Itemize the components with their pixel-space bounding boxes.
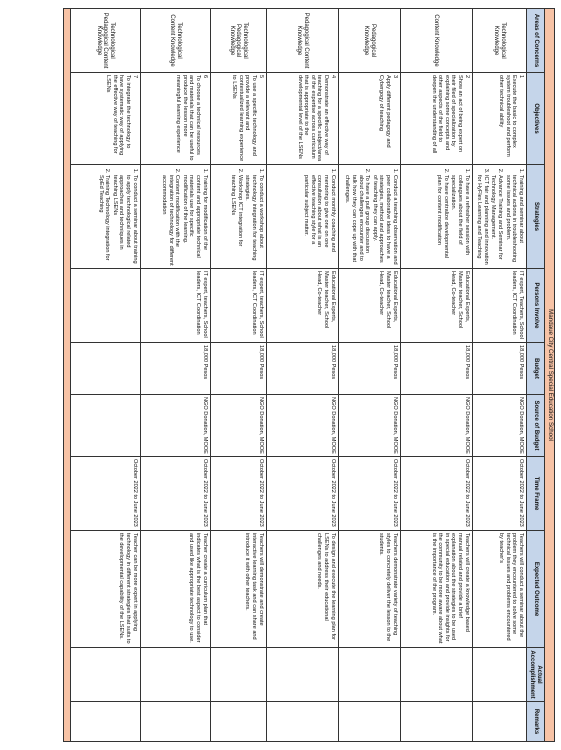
remarks-cell (400, 702, 472, 742)
strategies-list (344, 167, 398, 266)
objective-cell (266, 73, 338, 165)
header-persons: Persons Involve (526, 269, 544, 343)
budget-cell: 18,000 Pesos (472, 343, 526, 395)
objective-text: Execute the basic to complex system troubleshoot and perform other technical ability (498, 75, 518, 157)
column-header-row (526, 9, 544, 742)
objective-cell (210, 73, 266, 165)
objective-cell (70, 73, 140, 165)
strategy-item: 1. Conduct monthly coaching and mentoring to give one on one consultation about what is an effective teaching style for a particular subject matter. (303, 175, 336, 266)
outcome-cell: Teacher create a curriculum plan that indicates what is the best aspect to consider and used like appropriate technology to use. (140, 531, 210, 648)
persons-cell: Educational Experts, Master teacher, School Head, Co-teacher (400, 269, 472, 343)
strategies-cell (70, 165, 140, 269)
strategies-list (436, 167, 470, 266)
objective-number: 7 (131, 75, 138, 79)
strategy-item: 1. Training and seminar about technical actions in troubleshooting some issues and problem. (504, 175, 524, 266)
outcome-cell: Teachers will conduct a seminar about the problem they encountered to solve some technical issues and problems encountered by teacher's (472, 531, 526, 648)
strategy-item: 1. To conduct a workshop about technology integration for teaching strategies. (244, 175, 264, 266)
remarks-cell (472, 702, 526, 742)
objective-text: To integrate the technology to have systematic way of applying the effective way of teaching for LSENs (105, 75, 132, 156)
accomplishment-cell (140, 648, 210, 702)
objective-cell (400, 73, 472, 165)
header-budget: Budget (526, 343, 544, 395)
persons-cell: IT expert, teachers, School leaders, ICT Coordination (210, 269, 266, 343)
source-cell: NGO Donation, MOOE (400, 395, 472, 457)
persons-cell: Educational Experts, Master teacher, School Head, Co-teacher (338, 269, 400, 343)
accomplishment-cell (210, 648, 266, 702)
outcome-cell: Teacher can be more expert in applying technology in different strategies that suits to the developmental capability of the LSENs. (70, 531, 140, 648)
timeframe-cell: October 2022 to June 2023 (140, 457, 210, 531)
source-cell: NGO Donation, MOOE (338, 395, 400, 457)
accomplishment-cell (266, 648, 338, 702)
objective-number: 3 (391, 75, 398, 79)
timeframe-cell: October 2022 to June 2023 (70, 457, 140, 531)
area-cell: Technological Knowledge (472, 9, 526, 73)
strategy-item: 1. Conduct a teaching observation and peer collaborative ideas to have a strategies, method and approaches of teaching they can apply. (371, 175, 397, 266)
header-accomplishment: Actual Accomplishment (526, 648, 544, 702)
persons-cell: Educational Experts, Master teacher, School Head, Co-teacher (266, 269, 338, 343)
strategy-item: 2. To have centralize developmental plan for content modification (436, 175, 449, 266)
objective-cell (140, 73, 210, 165)
budget-cell: 18,000 Pesos (140, 343, 210, 395)
strategies-list (476, 167, 524, 266)
header-outcome: Expected Outcome (526, 531, 544, 648)
strategy-item: 1. To have a refresher session with colleagues about the field of specialization. (450, 175, 470, 266)
source-cell: NGO Donation, MOOE (472, 395, 526, 457)
strategy-item: 3. ICT fair and planning and innovation for HyFlex Learning and Teaching (476, 175, 489, 266)
area-cell: Technological Pedagogical Content Knowledge (70, 9, 140, 73)
accomplishment-cell (70, 648, 140, 702)
objective-number: 5 (257, 75, 264, 79)
header-objectives: Objectives (526, 73, 544, 165)
budget-cell (70, 343, 140, 395)
outcome-cell: To design and execute the learning plan for LSENs to address their educational challenges and needs. (266, 531, 338, 648)
remarks-cell (338, 702, 400, 742)
strategy-item: 2. Advance Training and Seminar for Technology Management. (490, 175, 503, 266)
strategies-cell (400, 165, 472, 269)
accomplishment-cell (338, 648, 400, 702)
objective-number: 6 (201, 75, 208, 79)
objective-cell (472, 73, 526, 165)
objective-cell (338, 73, 400, 165)
timeframe-cell: October 2022 to June 2023 (266, 457, 338, 531)
outcome-cell: Teachers will demonstrate and create interactive learning task and can share and introduce it with other teachers. (210, 531, 266, 648)
timeframe-cell: October 2022 to June 2023 (400, 457, 472, 531)
table-row (140, 9, 210, 742)
outcome-cell: Teachers demonstrate variety of teaching styles to concretely deliver the lesson to the students. (338, 531, 400, 648)
area-cell: Technological Content Knowledge (140, 9, 210, 73)
strategy-item: 1. Training for modification of the content and appropriate technical materials use for specific modification of the learning. (181, 175, 207, 266)
remarks-cell (210, 702, 266, 742)
header-remarks: Remarks (526, 702, 544, 742)
budget-cell: 18,000 Pesos (400, 343, 472, 395)
objective-text: To use a specific technology and provide a relevant and contextualized learning experience to LSENs (231, 75, 258, 162)
source-cell: NGO Donation, MOOE (266, 395, 338, 457)
table-row (266, 9, 338, 742)
area-cell: Pedagogical Content Knowledge (266, 9, 338, 73)
source-cell (70, 395, 140, 457)
budget-cell: 18,000 Pesos (338, 343, 400, 395)
header-area: Areas of Concerns (526, 9, 544, 73)
remarks-cell (140, 702, 210, 742)
persons-cell: IT expert, Teachers, School leaders, ICT Coordination (472, 269, 526, 343)
table-row (70, 9, 140, 742)
source-cell: NGO Donation, MOOE (140, 395, 210, 457)
objective-number: 1 (517, 75, 524, 79)
strategies-list (97, 167, 138, 266)
header-source: Source of Budget (526, 395, 544, 457)
strategies-list (303, 167, 336, 266)
strategies-cell (210, 165, 266, 269)
footer-strip (63, 9, 70, 742)
strategies-list (230, 167, 264, 266)
strategy-item: 2. Training Technology integration for SpEd Teaching (97, 175, 110, 266)
strategies-cell (140, 165, 210, 269)
strategies-cell (266, 165, 338, 269)
table-body (70, 9, 526, 742)
budget-cell: 18,000 Pesos (266, 343, 338, 395)
strategy-item: 2. Workshop ICT integration for teaching LSENs (230, 175, 243, 266)
timeframe-cell: October 2022 to June 2023 (338, 457, 400, 531)
remarks-cell (266, 702, 338, 742)
persons-cell (70, 269, 140, 343)
outcome-cell: Teachers will create a knowledge based manual related and provide a brief explanation about the strategies to be used in special education and provide insights for the community to be more aware about what is the importance of the program. (400, 531, 472, 648)
objective-number: 2 (463, 75, 470, 79)
budget-cell: 18,000 Pesos (210, 343, 266, 395)
objective-text: To choose a technical resources and materials that can be useful to produce the lesson more meaningful learning experience (175, 75, 202, 161)
area-cell: Pedagogical Knowledge (338, 9, 400, 73)
timeframe-cell: October 2022 to June 2023 (210, 457, 266, 531)
area-cell: Technological Pedagogical Knowledge (210, 9, 266, 73)
timeframe-cell: October 2022 to June 2023 (472, 457, 526, 531)
table-row (472, 9, 526, 742)
school-name: Mandaue City Central Special Education School (545, 9, 555, 742)
header-strategies: Strategies (526, 165, 544, 269)
header-timeframe: Time Frame (526, 457, 544, 531)
action-plan-table (63, 8, 555, 742)
area-cell: Content Knowledge (400, 9, 472, 73)
school-header-row (545, 9, 555, 742)
objective-text: Show an act of being expert on their filed of specialization by explaining some concepts and other aspects of the field to deepen the understanding of all (430, 75, 464, 154)
strategies-cell (338, 165, 400, 269)
strategy-item: 2. To have a pull group discussion about challenges encounter and to talk how they can cope up with that challenges. (344, 175, 370, 266)
strategies-cell (472, 165, 526, 269)
table-row (338, 9, 400, 742)
remarks-cell (70, 702, 140, 742)
accomplishment-cell (472, 648, 526, 702)
strategy-item: 1. To conduct a seminar about training to apply technological related approaches and techniques in teaching LSENs (111, 175, 137, 266)
table-row (210, 9, 266, 742)
source-cell: NGO Donation, MOOE (210, 395, 266, 457)
objective-number: 4 (329, 75, 336, 79)
table-row (400, 9, 472, 742)
strategies-list (161, 167, 208, 266)
strategy-item: 2. Content modification with the integration of technology for different accommodation (161, 175, 181, 266)
objective-text: Demonstrate an effective way of teaching for a specific subject/area of the expertise across curriculum that is appropriate to the developmental level of the LSENs (296, 75, 330, 162)
accomplishment-cell (400, 648, 472, 702)
persons-cell: IT expert, teachers, School leaders, ICT Coordination (140, 269, 210, 343)
objective-text: Apply different pedagogy and Cybergogy of teaching (378, 75, 392, 148)
